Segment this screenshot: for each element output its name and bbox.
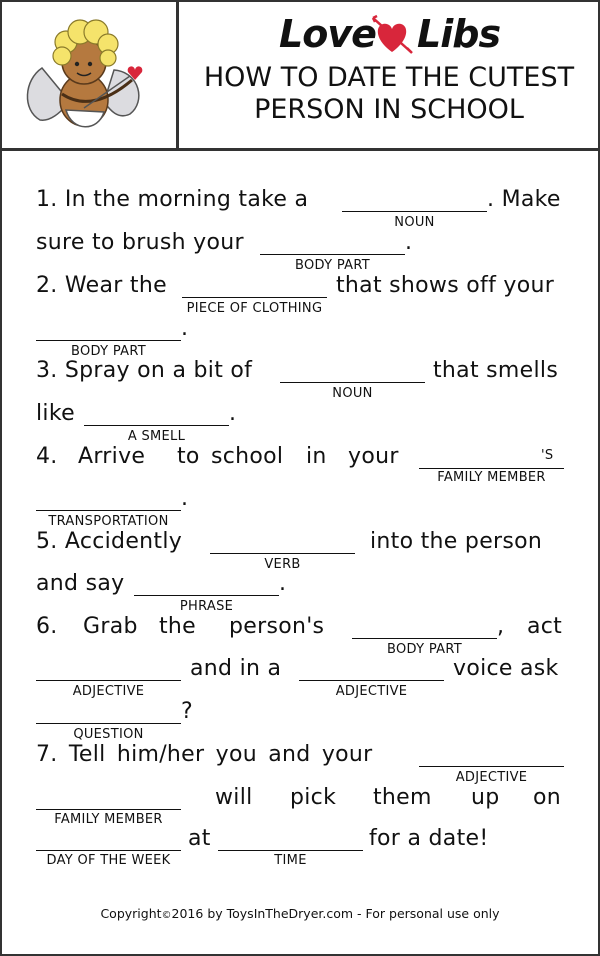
- story-text: Grab: [83, 614, 138, 639]
- blank-hint: ADJECTIVE: [335, 684, 408, 699]
- blank-adjective[interactable]: [36, 658, 181, 681]
- story-text: 2. Wear the: [36, 273, 167, 298]
- blank-hint: QUESTION: [73, 727, 144, 742]
- story-line-13: [36, 701, 564, 741]
- story-text: at: [188, 826, 211, 851]
- blank-transportation[interactable]: [36, 488, 181, 511]
- logo-word-love: Love: [279, 12, 376, 56]
- story-text: up: [471, 785, 500, 810]
- blank-hint: PHRASE: [179, 599, 234, 614]
- blank-hint: NOUN: [394, 215, 435, 230]
- story-line-8: [36, 488, 564, 528]
- copyright-label: Copyright: [100, 906, 162, 921]
- copyright-footer: [0, 906, 600, 921]
- story-line-6: [36, 403, 564, 443]
- story-text: sure to brush your: [36, 230, 244, 255]
- story-text: .: [405, 230, 413, 255]
- cupid-illustration: [22, 10, 162, 138]
- story-text: .: [279, 571, 287, 596]
- title-line-2: PERSON IN SCHOOL: [254, 94, 524, 125]
- story-text: Arrive: [78, 444, 146, 469]
- story-text: . Make: [487, 187, 561, 212]
- story-text: 3. Spray on a bit of: [36, 358, 253, 383]
- story-text: will: [215, 785, 253, 810]
- blank-noun[interactable]: [342, 189, 487, 212]
- blank-family-member[interactable]: [36, 787, 181, 810]
- copyright-text: 2016 by ToysInTheDryer.com - For personal use only: [171, 906, 500, 921]
- blank-hint: BODY PART: [295, 258, 370, 273]
- possessive-suffix: 'S: [541, 448, 554, 463]
- blank-body-part[interactable]: [352, 616, 497, 639]
- blank-hint: PIECE OF CLOTHING: [186, 301, 323, 316]
- blank-body-part[interactable]: [260, 232, 405, 255]
- header-vertical-divider: [176, 0, 179, 149]
- story-text: school: [211, 444, 284, 469]
- blank-adjective[interactable]: [299, 658, 444, 681]
- blank-day-of-the-week[interactable]: [36, 828, 181, 851]
- story-text: pick: [290, 785, 337, 810]
- header-divider: [0, 148, 600, 151]
- story-line-7: [36, 446, 564, 486]
- blank-hint: A SMELL: [127, 429, 186, 444]
- story-text: 6.: [36, 614, 58, 639]
- story-text: for a date!: [369, 826, 489, 851]
- story-line-2: [36, 232, 564, 272]
- story-text: like: [36, 401, 75, 426]
- blank-question[interactable]: [36, 701, 181, 724]
- story-text: person's: [229, 614, 325, 639]
- blank-hint: TRANSPORTATION: [48, 514, 169, 529]
- story-line-10: [36, 573, 564, 613]
- love-libs-logo: [279, 12, 519, 58]
- story-line-5: [36, 360, 564, 400]
- story-text: 1. In the morning take a: [36, 187, 309, 212]
- story-text: ,: [497, 614, 505, 639]
- blank-noun[interactable]: [280, 360, 425, 383]
- blank-piece-of-clothing[interactable]: [182, 275, 327, 298]
- story-line-12: [36, 658, 564, 698]
- blank-phrase[interactable]: [134, 573, 279, 596]
- story-text: on: [533, 785, 562, 810]
- title-line-1: HOW TO DATE THE CUTEST: [203, 62, 575, 93]
- story-line-9: [36, 531, 564, 571]
- story-text: your: [348, 444, 399, 469]
- blank-adjective[interactable]: [419, 744, 564, 767]
- story-line-4: [36, 318, 564, 358]
- heart-arrow-icon: [371, 12, 413, 56]
- story-text: .: [229, 401, 237, 426]
- story-text: .: [181, 316, 189, 341]
- story-text: 7. Tell him/her you and your: [36, 742, 373, 767]
- blank-hint: ADJECTIVE: [455, 770, 528, 785]
- story-text: the: [159, 614, 197, 639]
- story-text: .: [181, 486, 189, 511]
- story-text: act: [527, 614, 563, 639]
- blank-hint: BODY PART: [387, 642, 462, 657]
- story-line-11: [36, 616, 564, 656]
- story-text: ?: [181, 699, 193, 724]
- story-text: into the person: [370, 529, 543, 554]
- story-text: them: [373, 785, 432, 810]
- story-line-15: [36, 787, 564, 827]
- blank-hint: DAY OF THE WEEK: [46, 853, 171, 868]
- story-text: and say: [36, 571, 125, 596]
- cupid-diaper: [66, 110, 104, 127]
- logo-word-libs: Libs: [417, 12, 501, 56]
- story-line-14: [36, 744, 564, 784]
- page-title: [182, 62, 596, 126]
- story-text: that shows off your: [336, 273, 555, 298]
- blank-hint: ADJECTIVE: [72, 684, 145, 699]
- blank-hint: NOUN: [332, 386, 373, 401]
- blank-verb[interactable]: [210, 531, 355, 554]
- blank-body-part[interactable]: [36, 318, 181, 341]
- story-text: and in a: [190, 656, 282, 681]
- story-text: in: [306, 444, 327, 469]
- blank-hint: FAMILY MEMBER: [437, 470, 546, 485]
- story-line-16: [36, 828, 564, 868]
- blank-hint: VERB: [264, 557, 301, 572]
- story-text: 5. Accidently: [36, 529, 183, 554]
- blank-hint: BODY PART: [71, 344, 146, 359]
- story-text: 4.: [36, 444, 58, 469]
- story-line-3: [36, 275, 564, 315]
- blank-time[interactable]: [218, 828, 363, 851]
- story-text: that smells: [433, 358, 559, 383]
- blank-a-smell[interactable]: [84, 403, 229, 426]
- story-text: voice ask: [453, 656, 559, 681]
- blank-hint: FAMILY MEMBER: [54, 812, 163, 827]
- copyright-symbol: ©: [161, 910, 172, 921]
- blank-hint: TIME: [274, 853, 307, 868]
- story-text: to: [177, 444, 200, 469]
- story-line-1: [36, 189, 564, 229]
